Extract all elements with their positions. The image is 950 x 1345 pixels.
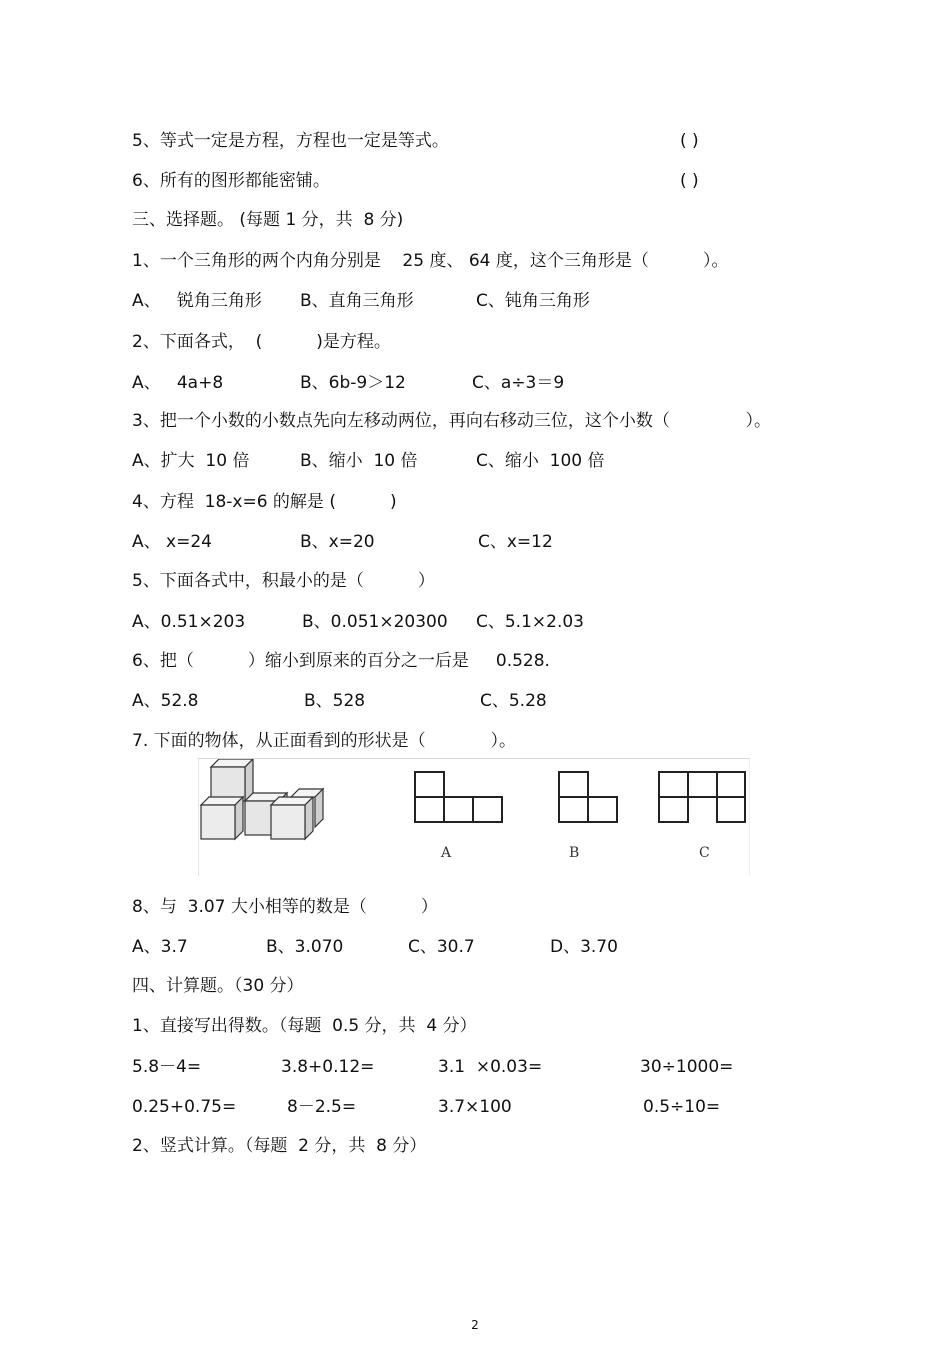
option-c[interactable]: C、钝角三角形: [476, 291, 590, 311]
option-a[interactable]: A、3.7: [132, 937, 188, 957]
question-3-stem: 3、把一个小数的小数点先向左移动两位，再向右移动三位，这个小数（ ）。: [132, 411, 771, 431]
option-a[interactable]: A、 锐角三角形: [132, 291, 262, 311]
figure-label-c: C: [699, 845, 710, 861]
question-6-stem: 6、把（ ）缩小到原来的百分之一后是 0.528.: [132, 651, 550, 671]
view-option-a: [415, 772, 502, 822]
subsection-1-heading: 1、直接写出得数。（每题 0.5 分，共 4 分）: [132, 1016, 477, 1036]
calc-item[interactable]: 0.25+0.75=: [132, 1097, 237, 1117]
figure-label-a: A: [441, 845, 452, 861]
option-b[interactable]: B、6b-9＞12: [300, 373, 406, 393]
page-number: 2: [471, 1318, 479, 1332]
option-b[interactable]: B、x=20: [300, 532, 375, 552]
question-7-stem: 7. 下面的物体，从正面看到的形状是（ ）。: [132, 731, 516, 751]
option-c[interactable]: C、x=12: [478, 532, 553, 552]
calc-item[interactable]: 0.5÷10=: [643, 1097, 721, 1117]
option-c[interactable]: C、5.28: [480, 691, 547, 711]
view-option-b: [559, 772, 617, 822]
option-d[interactable]: D、3.70: [550, 937, 618, 957]
question-2-stem: 2、下面各式， ( )是方程。: [132, 332, 391, 352]
option-c[interactable]: C、a÷3＝9: [472, 373, 565, 393]
option-a[interactable]: A、0.51×203: [132, 612, 246, 632]
option-a[interactable]: A、52.8: [132, 691, 199, 711]
option-a[interactable]: A、 x=24: [132, 532, 212, 552]
question-8-stem: 8、与 3.07 大小相等的数是（ ）: [132, 897, 438, 917]
section-4-heading: 四、计算题。（30 分）: [132, 976, 304, 996]
question-5-stem: 5、下面各式中，积最小的是（ ）: [132, 571, 435, 591]
option-b[interactable]: B、0.051×20300: [302, 612, 448, 632]
option-b[interactable]: B、缩小 10 倍: [300, 451, 418, 471]
option-a[interactable]: A、 4a+8: [132, 373, 224, 393]
option-a[interactable]: A、扩大 10 倍: [132, 451, 250, 471]
option-c[interactable]: C、5.1×2.03: [476, 612, 585, 632]
calc-item[interactable]: 3.1 ×0.03=: [438, 1057, 543, 1077]
option-c[interactable]: C、30.7: [408, 937, 475, 957]
calc-item[interactable]: 30÷1000=: [640, 1057, 734, 1077]
option-b[interactable]: B、3.070: [266, 937, 344, 957]
option-b[interactable]: B、528: [304, 691, 366, 711]
option-b[interactable]: B、直角三角形: [300, 291, 414, 311]
calc-item[interactable]: 5.8－4=: [132, 1057, 202, 1077]
tf-item-5: 5、等式一定是方程，方程也一定是等式。: [132, 131, 449, 151]
question-1-stem: 1、一个三角形的两个内角分别是 25 度、 64 度，这个三角形是（ ）。: [132, 251, 729, 271]
calc-item[interactable]: 3.8+0.12=: [281, 1057, 375, 1077]
option-c[interactable]: C、缩小 100 倍: [476, 451, 605, 471]
answer-paren[interactable]: ( ): [680, 131, 699, 151]
calc-item[interactable]: 3.7×100: [438, 1097, 512, 1117]
tf-item-6: 6、所有的图形都能密铺。: [132, 171, 330, 191]
cube-views-drawing: [199, 759, 749, 876]
isometric-cube-stack: [201, 759, 323, 839]
subsection-2-heading: 2、竖式计算。（每题 2 分，共 8 分）: [132, 1136, 427, 1156]
section-3-heading: 三、选择题。 (每题 1 分，共 8 分): [132, 210, 404, 230]
view-option-c: [659, 772, 745, 822]
calc-item[interactable]: 8－2.5=: [287, 1097, 357, 1117]
question-4-stem: 4、方程 18-x=6 的解是 ( ): [132, 492, 397, 512]
figure-label-b: B: [569, 845, 580, 861]
question-7-figure: [198, 758, 750, 876]
answer-paren[interactable]: ( ): [680, 171, 699, 191]
